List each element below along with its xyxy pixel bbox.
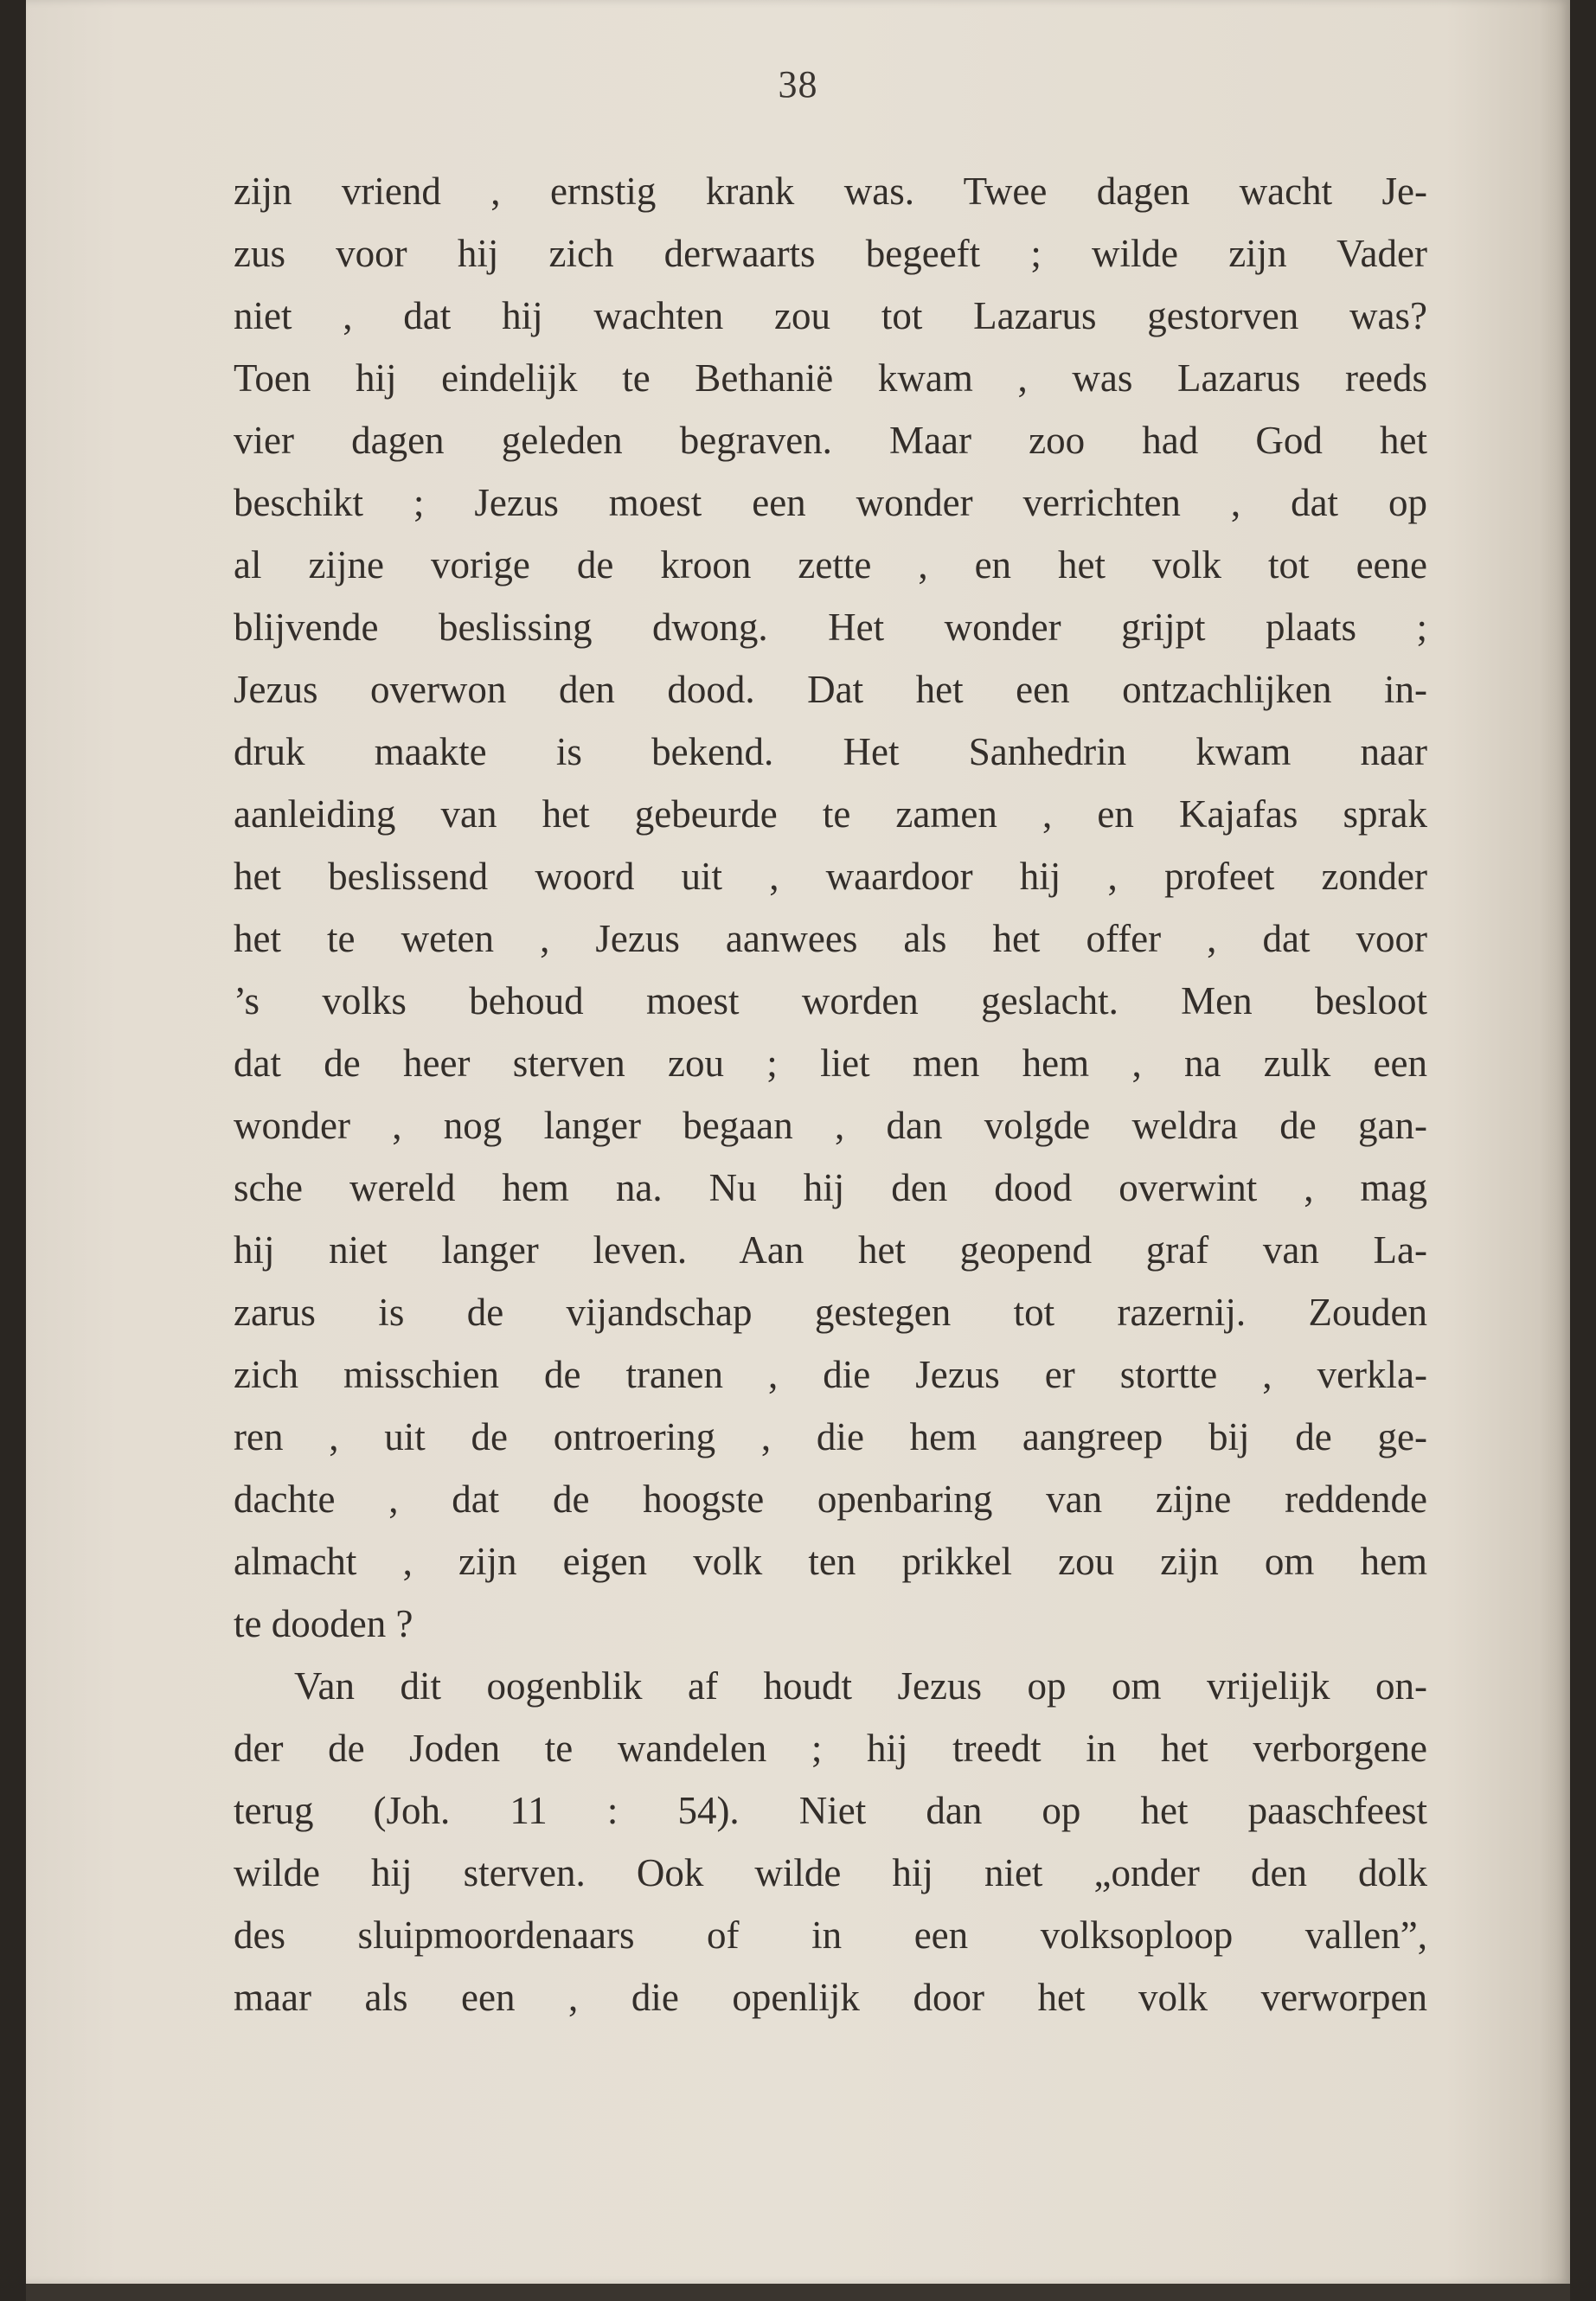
text-line: het beslissend woord uit , waardoor hij , profeet zonder [234, 855, 1427, 898]
text-line-paragraph-start: Van dit oogenblik af houdt Jezus op om vrijelijk on- [294, 1664, 1427, 1708]
text-line: vier dagen geleden begraven. Maar zoo had God het [234, 419, 1427, 462]
text-line: maar als een , die openlijk door het volk verworpen [234, 1976, 1427, 2019]
text-line: zus voor hij zich derwaarts begeeft ; wilde zijn Vader [234, 232, 1427, 275]
page-bottom-edge [26, 2284, 1570, 2301]
text-line: almacht , zijn eigen volk ten prikkel zou zijn om hem [234, 1540, 1427, 1583]
text-line: Jezus overwon den dood. Dat het een ontzachlijken in- [234, 668, 1427, 711]
text-line: terug (Joh. 11 : 54). Niet dan op het paaschfeest [234, 1789, 1427, 1832]
text-line: dat de heer sterven zou ; liet men hem , na zulk een [234, 1042, 1427, 1085]
text-line: zich misschien de tranen , die Jezus er stortte , verkla- [234, 1353, 1427, 1396]
text-line: wonder , nog langer begaan , dan volgde weldra de gan- [234, 1104, 1427, 1147]
text-line: zijn vriend , ernstig krank was. Twee dagen wacht Je- [234, 170, 1427, 213]
text-line: sche wereld hem na. Nu hij den dood overwint , mag [234, 1166, 1427, 1209]
text-line: beschikt ; Jezus moest een wonder verrichten , dat op [234, 481, 1427, 524]
page-number: 38 [778, 63, 818, 106]
text-line: zarus is de vijandschap gestegen tot razernij. Zouden [234, 1291, 1427, 1334]
text-line: druk maakte is bekend. Het Sanhedrin kwam naar [234, 730, 1427, 773]
text-line: ’s volks behoud moest worden geslacht. Men besloot [234, 979, 1427, 1022]
body-text [234, 160, 1427, 2029]
text-line: ren , uit de ontroering , die hem aangreep bij de ge- [234, 1415, 1427, 1458]
text-line: aanleiding van het gebeurde te zamen , en Kajafas sprak [234, 792, 1427, 836]
text-line-paragraph-end: te dooden ? [234, 1602, 413, 1645]
text-line: Toen hij eindelijk te Bethanië kwam , was Lazarus reeds [234, 356, 1427, 400]
text-line: het te weten , Jezus aanwees als het offer , dat voor [234, 917, 1427, 960]
text-line: al zijne vorige de kroon zette , en het volk tot eene [234, 543, 1427, 586]
text-line: blijvende beslissing dwong. Het wonder grijpt plaats ; [234, 606, 1427, 649]
text-line: niet , dat hij wachten zou tot Lazarus gestorven was? [234, 294, 1427, 337]
text-line: wilde hij sterven. Ook wilde hij niet „onder den dolk [234, 1851, 1427, 1894]
text-line: dachte , dat de hoogste openbaring van zijne reddende [234, 1477, 1427, 1521]
text-line: der de Joden te wandelen ; hij treedt in het verborgene [234, 1727, 1427, 1770]
text-line: hij niet langer leven. Aan het geopend graf van La- [234, 1228, 1427, 1272]
book-page [26, 0, 1570, 2284]
text-line: des sluipmoordenaars of in een volksoploop vallen”, [234, 1913, 1427, 1957]
